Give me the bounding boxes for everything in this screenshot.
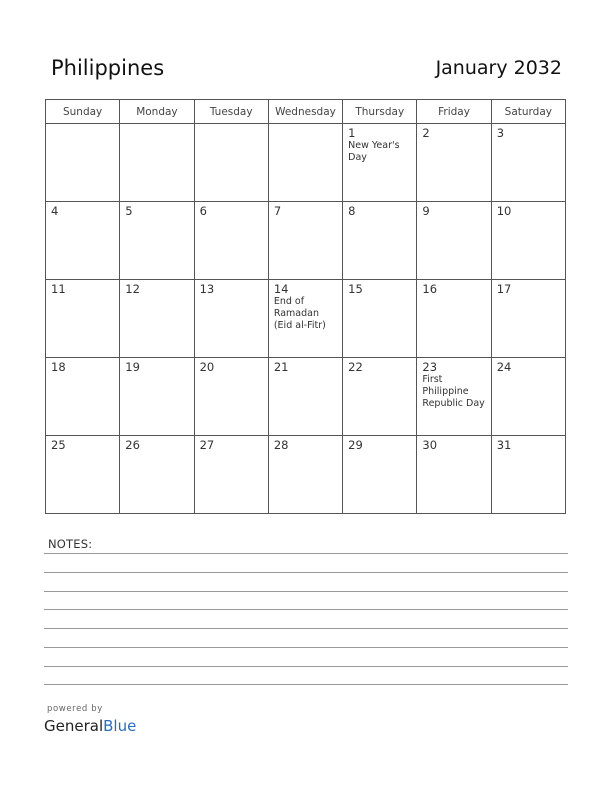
weekday-wednesday: Wednesday bbox=[268, 100, 342, 124]
day-number: 7 bbox=[273, 204, 282, 218]
country-title: Philippines bbox=[51, 56, 165, 80]
weekday-tuesday: Tuesday bbox=[194, 100, 268, 124]
day-number: 13 bbox=[199, 282, 215, 296]
day-cell-thursday bbox=[343, 280, 417, 358]
day-cell-sunday bbox=[46, 280, 120, 358]
holiday-label: End of Ramadan (Eid al-Fitr) bbox=[273, 296, 326, 331]
generalblue-logo bbox=[44, 715, 136, 737]
day-number: 22 bbox=[348, 360, 363, 374]
day-number: 12 bbox=[125, 282, 140, 296]
note-line bbox=[44, 609, 568, 610]
day-cell-wednesday bbox=[268, 202, 342, 280]
day-number: 17 bbox=[496, 282, 512, 296]
day-cell-sunday bbox=[46, 436, 120, 514]
day-number: 19 bbox=[125, 360, 140, 374]
month-year-title: January 2032 bbox=[435, 57, 562, 79]
weekday-saturday: Saturday bbox=[491, 100, 565, 124]
day-cell-friday bbox=[417, 358, 491, 436]
day-cell-tuesday bbox=[194, 280, 268, 358]
weekday-sunday: Sunday bbox=[46, 100, 120, 124]
day-number: 3 bbox=[496, 126, 505, 140]
day-number: 26 bbox=[125, 438, 140, 452]
note-line bbox=[44, 553, 568, 554]
day-cell-monday bbox=[120, 280, 194, 358]
day-number: 5 bbox=[125, 204, 133, 218]
day-cell-monday bbox=[120, 358, 194, 436]
note-line bbox=[44, 572, 568, 573]
brand-blue-text: Blue bbox=[103, 717, 137, 735]
day-cell-wednesday bbox=[268, 436, 342, 514]
weekday-thursday: Thursday bbox=[343, 100, 417, 124]
note-line bbox=[44, 628, 568, 629]
day-number: 1 bbox=[348, 126, 356, 140]
day-number: 15 bbox=[348, 282, 363, 296]
weekday-friday: Friday bbox=[417, 100, 491, 124]
day-number: 8 bbox=[348, 204, 356, 218]
day-cell-saturday bbox=[491, 124, 565, 202]
note-line bbox=[44, 647, 568, 648]
day-number: 25 bbox=[51, 438, 66, 452]
note-line bbox=[44, 591, 568, 592]
note-line bbox=[44, 684, 568, 685]
week-row bbox=[46, 358, 566, 436]
day-cell-friday bbox=[417, 124, 491, 202]
day-number: 4 bbox=[51, 204, 59, 218]
day-cell-wednesday bbox=[268, 358, 342, 436]
day-number: 6 bbox=[199, 204, 207, 218]
day-number: 10 bbox=[496, 204, 512, 218]
day-cell-saturday bbox=[491, 436, 565, 514]
day-cell-saturday bbox=[491, 202, 565, 280]
week-row bbox=[46, 436, 566, 514]
day-cell-tuesday bbox=[194, 436, 268, 514]
calendar-body bbox=[46, 124, 566, 514]
day-number: 20 bbox=[199, 360, 215, 374]
day-cell-saturday bbox=[491, 280, 565, 358]
day-number: 30 bbox=[422, 438, 438, 452]
weekday-monday: Monday bbox=[120, 100, 194, 124]
brand-general-text: General bbox=[44, 717, 104, 735]
day-cell-monday bbox=[120, 436, 194, 514]
day-number: 11 bbox=[51, 282, 66, 296]
day-cell-wednesday bbox=[268, 124, 342, 202]
week-row bbox=[46, 202, 566, 280]
day-number: 23 bbox=[422, 360, 438, 374]
day-cell-saturday bbox=[491, 358, 565, 436]
day-cell-sunday bbox=[46, 202, 120, 280]
holiday-label: New Year's Day bbox=[348, 140, 400, 163]
day-cell-sunday bbox=[46, 358, 120, 436]
day-cell-friday bbox=[417, 436, 491, 514]
day-number: 2 bbox=[422, 126, 430, 140]
powered-by-text: powered by bbox=[47, 704, 103, 714]
day-cell-tuesday bbox=[194, 358, 268, 436]
weekday-header-row bbox=[46, 100, 566, 124]
day-cell-thursday bbox=[343, 124, 417, 202]
day-number: 16 bbox=[422, 282, 438, 296]
day-number: 31 bbox=[496, 438, 512, 452]
day-number: 27 bbox=[199, 438, 215, 452]
day-number: 29 bbox=[348, 438, 363, 452]
week-row bbox=[46, 124, 566, 202]
day-cell-wednesday bbox=[268, 280, 342, 358]
day-cell-friday bbox=[417, 202, 491, 280]
day-cell-monday bbox=[120, 124, 194, 202]
day-number: 18 bbox=[51, 360, 66, 374]
calendar-grid bbox=[45, 99, 566, 514]
day-cell-tuesday bbox=[194, 202, 268, 280]
day-cell-thursday bbox=[343, 202, 417, 280]
holiday-label: First Philippine Republic Day bbox=[422, 374, 485, 409]
day-cell-friday bbox=[417, 280, 491, 358]
day-number: 14 bbox=[273, 282, 289, 296]
day-number: 9 bbox=[422, 204, 430, 218]
day-cell-tuesday bbox=[194, 124, 268, 202]
day-number: 28 bbox=[273, 438, 289, 452]
notes-label: NOTES: bbox=[48, 537, 93, 551]
week-row bbox=[46, 280, 566, 358]
day-cell-thursday bbox=[343, 358, 417, 436]
day-cell-monday bbox=[120, 202, 194, 280]
day-number: 24 bbox=[496, 360, 512, 374]
day-cell-sunday bbox=[46, 124, 120, 202]
day-cell-thursday bbox=[343, 436, 417, 514]
day-number: 21 bbox=[273, 360, 289, 374]
note-line bbox=[44, 666, 568, 667]
